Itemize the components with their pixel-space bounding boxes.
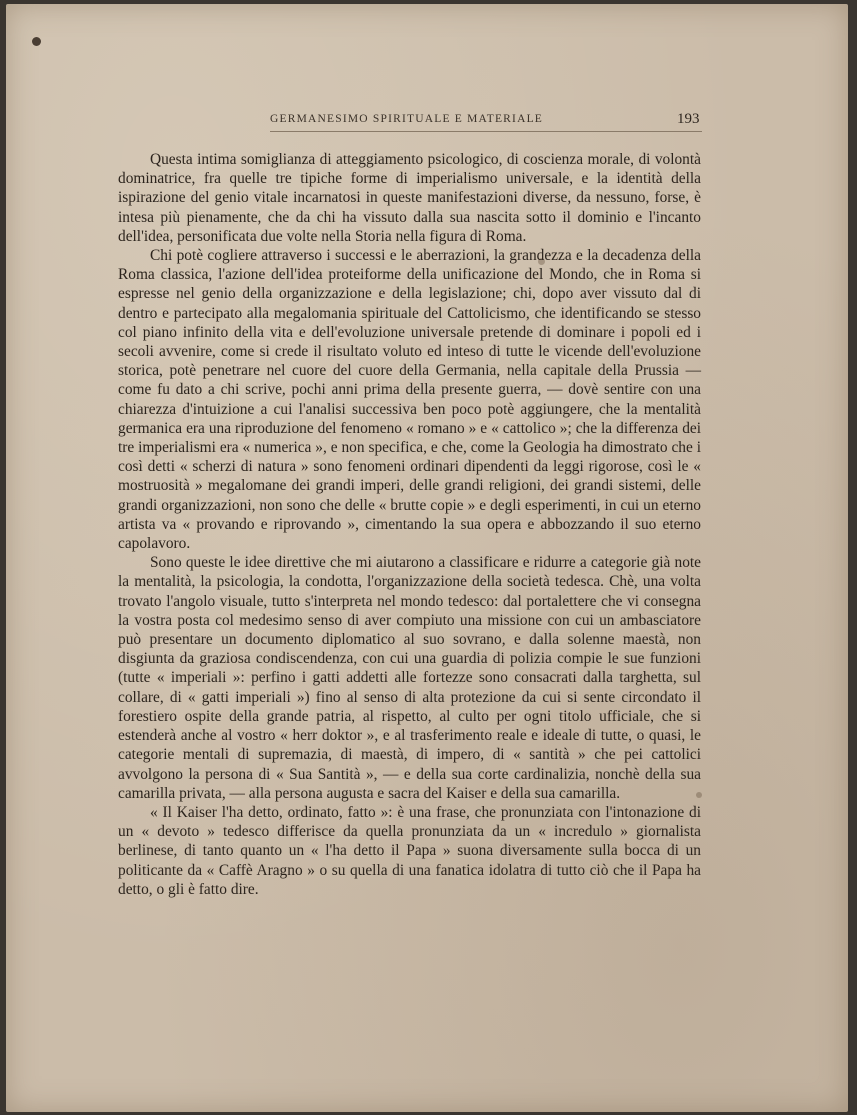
page-number: 193 xyxy=(677,111,700,127)
running-head: GERMANESIMO SPIRITUALE E MATERIALE xyxy=(270,113,544,125)
header-rule xyxy=(270,131,702,132)
binding-hole xyxy=(32,37,41,46)
paragraph: « Il Kaiser l'ha detto, ordinato, fatto »: è una frase, che pronunziata con l'intonazione di un « devoto » tedesco differisce da quella pronunziata da un « incredulo » giornalista berlinese, di tanto quanto un « l'ha detto il Papa » suona diversamente sulla bocca di un politicante da « Caffè Aragno » o su quella di una fanatica idolatra di tutto ciò che il Papa ha detto, o gli è fatto dire. xyxy=(118,803,701,898)
paragraph: Questa intima somiglianza di atteggiamento psicologico, di coscienza morale, di volontà dominatrice, fra quelle tre tipiche forme di imperialismo universale, e la identità della ispirazione del genio vitale incarnatosi in queste manifestazioni diverse, da nessuno, forse, è intesa più pienamente, che da chi ha vissuto dalla sua nascita sotto il dominio e l'incanto dell'idea, personificata due volte nella Storia nella figura di Roma. xyxy=(118,151,701,245)
paragraph: Chi potè cogliere attraverso i successi e le aberrazioni, la grandezza e la decadenza della Roma classica, l'azione dell'idea proteiforme della unificazione del Mondo, che in Roma si espresse nel genio della organizzazione e della legislazione; chi, dopo aver vissuto dal di dentro e partecipato alla megalomania spirituale del Cattolicismo, che identificando se stesso col piano infinito della vita e dell'evoluzione universale pretende di dominare i popoli ed i secoli avvenire, come si crede il risultato voluto ed inteso di tutte le vicende dell'evoluzione storica, potè penetrare nel cuore del cuore della Germania, nella capitale della Prussia — come fu dato a chi scrive, pochi anni prima della presente guerra, — dovè sentire con una chiarezza d'intuizione a cui l'analisi successiva ben poco potè aggiungere, che la mentalità germanica era una riproduzione del fenomeno « romano » e « cattolico »; che la differenza dei tre imperialismi era « numerica », e non specifica, e che, come la Geologia ha dimostrato che i così detti « scherzi di natura » sono fenomeni ordinari dipendenti da leggi rigorose, così le « mostruosità » megalomane dei grandi imperi, delle grandi religioni, dei grandi sistemi, delle grandi organizzazioni, non sono che delle « brutte copie » e degli esperimenti, in cui un eterno artista va « provando e riprovando », cimentando la sua opera e abbozzando il suo eterno capolavoro. xyxy=(118,247,701,553)
paragraph: Sono queste le idee direttive che mi aiutarono a classificare e ridurre a categorie già note la mentalità, la psicologia, la condotta, l'organizzazione della società tedesca. Chè, una volta trovato l'angolo visuale, tutto s'interpreta nel mondo tedesco: dal portalettere che vi consegna la vostra posta col medesimo senso di aver compiuto una missione con cui un ambasciatore può presentare un documento diplomatico al suo sovrano, e dalla solenne maestà, non disgiunta da graziosa condiscendenza, con cui una guardia di polizia compie le sue funzioni (tutte « imperiali »: perfino i gatti addetti alle fortezze sono consacrati dalla targhetta, sul collare, di « gatti imperiali ») fino al senso di alta protezione da cui si sente circondato il forestiero ospite della grande patria, al rispetto, al culto per ogni titolo ufficiale, che si estenderà anche al vostro « herr doktor », e al trasferimento reale e ideale di tutte, o quasi, le categorie mentali di supremazia, di maestà, di impero, di « santità » che pei cattolici avvolgono la persona di « Sua Santità », — e della sua corte cardinalizia, nonchè della sua camarilla privata, — alla persona augusta e sacra del Kaiser e della sua camarilla. xyxy=(118,554,701,802)
body-text xyxy=(118,150,701,899)
